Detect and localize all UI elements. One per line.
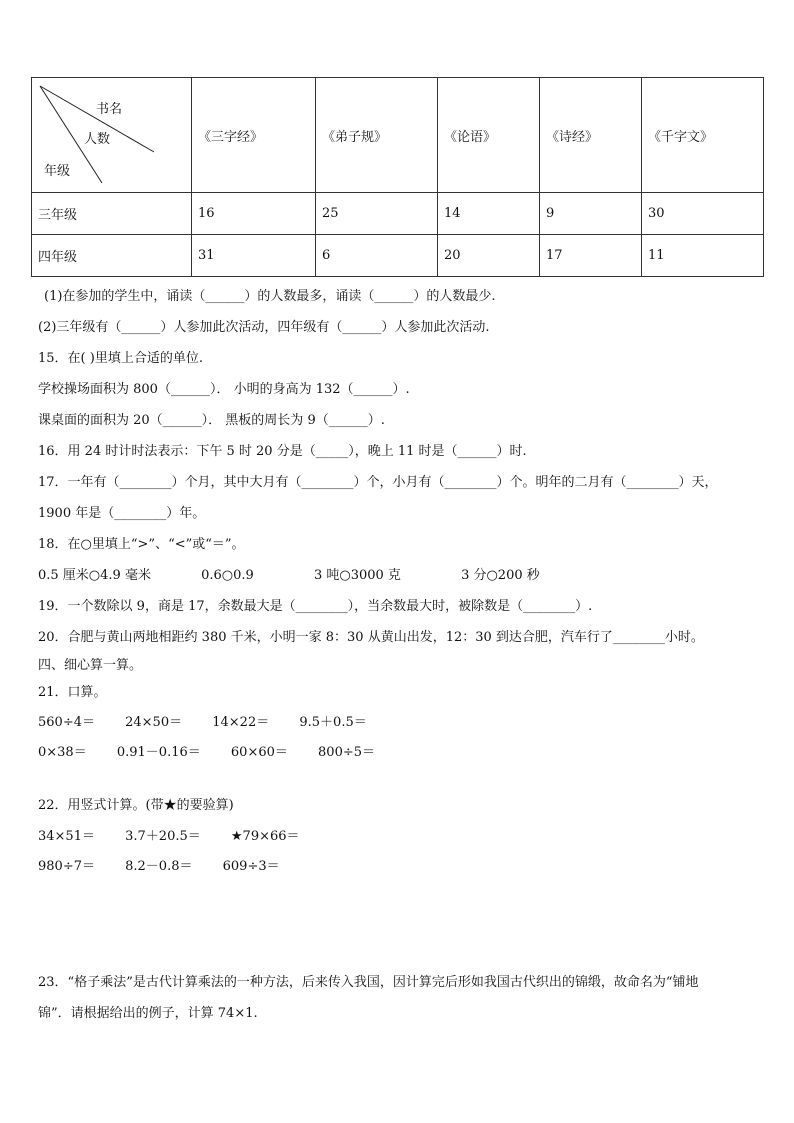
value-cell: 16 xyxy=(192,193,316,235)
oral-calc-item: 60×60＝ xyxy=(230,745,288,760)
value-cell: 11 xyxy=(642,235,764,277)
value-cell: 31 xyxy=(192,235,316,277)
q15-title: 15．在( )里填上合适的单位. xyxy=(38,351,203,366)
q22-row1 xyxy=(38,825,326,844)
value-cell: 30 xyxy=(642,193,764,235)
oral-calc-item: 0×38＝ xyxy=(38,745,87,760)
oral-calc-item: 9.5＋0.5＝ xyxy=(299,715,367,730)
book-header: 《论语》 xyxy=(438,78,540,193)
q23-line1: 23．“格子乘法”是古代计算乘法的一种方法，后来传入我国，因计算完后形如我国古代织出的锦缎，故命名为“铺地 xyxy=(38,975,699,990)
corner-label-book: 书名 xyxy=(96,102,123,117)
value-cell: 25 xyxy=(316,193,438,235)
q23-line2: 锦”．请根据给出的例子，计算 74×1. xyxy=(38,1006,258,1021)
section-title: 四、细心算一算。 xyxy=(38,658,143,673)
value-cell: 6 xyxy=(316,235,438,277)
q15-line2: 课桌面的面积为 20（______）． 黑板的周长为 9（______）. xyxy=(38,413,385,428)
compare-item: 0.6○0.9 xyxy=(201,568,254,583)
q17-line1: 17．一年有（________）个月，其中大月有（________）个，小月有（________）个。明年的二月有（________）天， xyxy=(38,475,718,490)
table-row xyxy=(32,193,764,235)
compare-item: 3 分○200 秒 xyxy=(461,568,540,583)
book-survey-table xyxy=(31,77,764,277)
vertical-calc-item: 980÷7＝ xyxy=(38,859,95,874)
q21-row2 xyxy=(38,741,401,760)
q14-part1: (1)在参加的学生中，诵读（______）的人数最多，诵读（______）的人数最少. xyxy=(44,289,496,304)
oral-calc-item: 0.91－0.16＝ xyxy=(116,745,201,760)
corner-label-count: 人数 xyxy=(84,132,111,147)
value-cell: 20 xyxy=(438,235,540,277)
vertical-calc-item: ★79×66＝ xyxy=(230,829,300,844)
q22-title: 22．用竖式计算。(带★的要验算) xyxy=(38,798,234,813)
vertical-calc-item: 34×51＝ xyxy=(38,829,95,844)
vertical-calc-item: 609÷3＝ xyxy=(222,859,280,874)
q18-items xyxy=(38,564,566,583)
book-header: 《弟子规》 xyxy=(316,78,438,193)
book-header: 《千字文》 xyxy=(642,78,764,193)
q19: 19．一个数除以 9，商是 17，余数最大是（________），当余数最大时，被除数是（________）. xyxy=(38,599,593,614)
table-header-row xyxy=(32,78,764,193)
corner-label-grade: 年级 xyxy=(44,164,71,179)
oral-calc-item: 560÷4＝ xyxy=(38,715,95,730)
q15-line1: 学校操场面积为 800（______）． 小明的身高为 132（______）. xyxy=(38,382,410,397)
vertical-calc-item: 8.2－0.8＝ xyxy=(125,859,193,874)
q20: 20．合肥与黄山两地相距约 380 千米，小明一家 8：30 从黄山出发，12：30 到达合肥，汽车行了________小时。 xyxy=(38,630,704,645)
value-cell: 9 xyxy=(540,193,642,235)
value-cell: 14 xyxy=(438,193,540,235)
q18-title: 18．在○里填上“>”、“<”或“＝”。 xyxy=(38,537,245,552)
oral-calc-item: 800÷5＝ xyxy=(318,745,376,760)
q22-row2 xyxy=(38,855,306,874)
book-header: 《诗经》 xyxy=(540,78,642,193)
value-cell: 17 xyxy=(540,235,642,277)
vertical-calc-item: 3.7＋20.5＝ xyxy=(125,829,201,844)
compare-item: 3 吨○3000 克 xyxy=(313,568,401,583)
grade-cell: 三年级 xyxy=(32,193,192,235)
compare-item: 0.5 厘米○4.9 毫米 xyxy=(38,568,151,583)
table-row xyxy=(32,235,764,277)
book-header: 《三字经》 xyxy=(192,78,316,193)
q17-line2: 1900 年是（________）年。 xyxy=(38,506,206,521)
q14-part2: (2)三年级有（______）人参加此次活动，四年级有（______）人参加此次活动. xyxy=(38,320,490,335)
grade-cell: 四年级 xyxy=(32,235,192,277)
oral-calc-item: 14×22＝ xyxy=(212,715,270,730)
diagonal-header-cell xyxy=(32,78,192,193)
q21-title: 21．口算。 xyxy=(38,685,107,700)
q16: 16．用 24 时计时法表示：下午 5 时 20 分是（_____），晚上 11 时是（______）时. xyxy=(38,444,527,459)
q21-row1 xyxy=(38,711,393,730)
oral-calc-item: 24×50＝ xyxy=(125,715,183,730)
